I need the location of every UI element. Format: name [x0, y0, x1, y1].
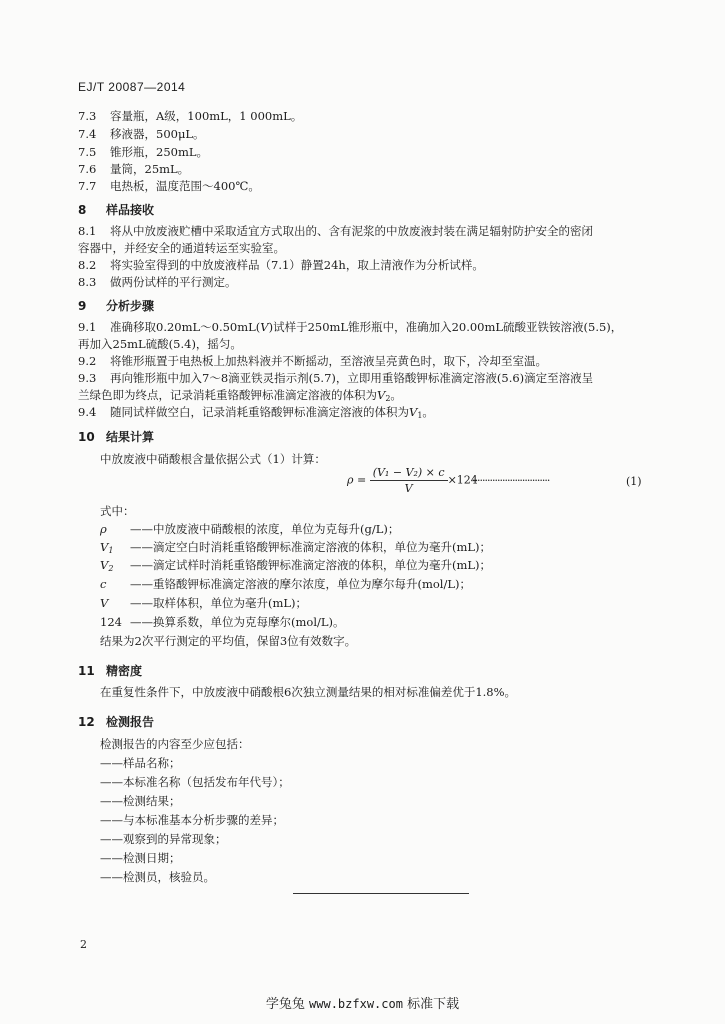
where-label: 式中： [100, 504, 135, 518]
section-heading-11: 11 精密度 [78, 664, 143, 678]
formula-leader: ······························· [472, 474, 550, 487]
paragraph: 9.3 再向锥形瓶中加入7～8滴亚铁灵指示剂(5.7)，立即用重铬酸钾标准滴定溶液(5.6)滴定至溶液呈 [78, 371, 594, 385]
definition-row: ρ ——中放废液中硝酸根的浓度，单位为克每升(g/L)； [100, 522, 400, 536]
paragraph: 8.3 做两份试样的平行测定。 [78, 275, 237, 289]
list-item: 7.7 电热板，温度范围～400℃。 [78, 179, 260, 193]
page-number: 2 [80, 938, 87, 951]
paragraph: 9.1 准确移取0.20mL～0.50mL(V)试样于250mL锥形瓶中，准确加入20.00mL硫酸亚铁铵溶液(5.5)， [78, 320, 623, 334]
paragraph-continuation: 再加入25mL硫酸(5.4)，摇匀。 [78, 337, 242, 351]
document-code: EJ/T 20087—2014 [78, 80, 186, 94]
paragraph-continuation: 兰绿色即为终点，记录消耗重铬酸钾标准滴定溶液的体积为$V_2$。 [78, 388, 402, 403]
list-item: ——与本标准基本分析步骤的差异； [100, 813, 284, 827]
definition-row: c ——重铬酸钾标准滴定溶液的摩尔浓度，单位为摩尔每升(mol/L)； [100, 577, 471, 591]
section-heading-8: 8 样品接收 [78, 203, 155, 217]
paragraph: 在重复性条件下，中放废液中硝酸根6次独立测量结果的相对标准偏差优于1.8%。 [100, 685, 517, 699]
section-heading-10: 10 结果计算 [78, 430, 155, 444]
paragraph: 9.4 随同试样做空白，记录消耗重铬酸钾标准滴定溶液的体积为$V_1$。 [78, 405, 434, 420]
end-divider [293, 893, 469, 894]
list-item: 7.6 量筒，25mL。 [78, 162, 190, 176]
list-item: 7.3 容量瓶，A级，100mL，1 000mL。 [78, 109, 303, 123]
list-item: ——检测结果； [100, 794, 181, 808]
result-note: 结果为2次平行测定的平均值，保留3位有效数字。 [100, 634, 357, 648]
list-item: ——观察到的异常现象； [100, 832, 227, 846]
formula-fraction: $\frac{\text{(V₁ − V₂) × c}}{V}$ [370, 466, 448, 495]
section-heading-9: 9 分析步骤 [78, 299, 155, 313]
definition-row: $V_1$ ——滴定空白时消耗重铬酸钾标准滴定溶液的体积，单位为毫升(mL)； [100, 540, 492, 555]
list-item: 7.4 移液器，500μL。 [78, 127, 205, 141]
paragraph-continuation: 容器中，并经安全的通道转运至实验室。 [78, 241, 285, 255]
definition-row: V ——取样体积，单位为毫升(mL)； [100, 596, 308, 610]
list-item: ——检测日期； [100, 851, 181, 865]
definition-row: $V_2$ ——滴定试样时消耗重铬酸钾标准滴定溶液的体积，单位为毫升(mL)； [100, 558, 492, 573]
equation-number: (1) [626, 475, 642, 488]
definition-row: 124 ——换算系数，单位为克每摩尔(mol/L)。 [100, 615, 345, 629]
formula-intro: 中放废液中硝酸根含量依据公式（1）计算： [100, 452, 326, 466]
paragraph: 8.2 将实验室得到的中放废液样品（7.1）静置24h，取上清液作为分析试样。 [78, 258, 484, 272]
paragraph: 8.1 将从中放废液贮槽中采取适宜方式取出的、含有泥浆的中放废液封装在满足辐射防护安全的密闭 [78, 224, 593, 238]
list-item: 7.5 锥形瓶，250mL。 [78, 145, 208, 159]
section-heading-12: 12 检测报告 [78, 715, 155, 729]
list-item: ——样品名称； [100, 756, 181, 770]
list-item: ——本标准名称（包括发布年代号）； [100, 775, 290, 789]
footer-watermark: 学兔兔 www.bzfxw.com 标准下载 [265, 997, 460, 1012]
formula: ρ = $\frac{\text{(V₁ − V₂) × c}}{V}$ ×124 [347, 466, 478, 495]
report-intro: 检测报告的内容至少应包括： [100, 737, 250, 751]
list-item: ——检测员，核验员。 [100, 870, 215, 884]
paragraph: 9.2 将锥形瓶置于电热板上加热料液并不断摇动，至溶液呈亮黄色时，取下，冷却至室温。 [78, 354, 547, 368]
footer-url[interactable]: www.bzfxw.com [309, 997, 403, 1011]
